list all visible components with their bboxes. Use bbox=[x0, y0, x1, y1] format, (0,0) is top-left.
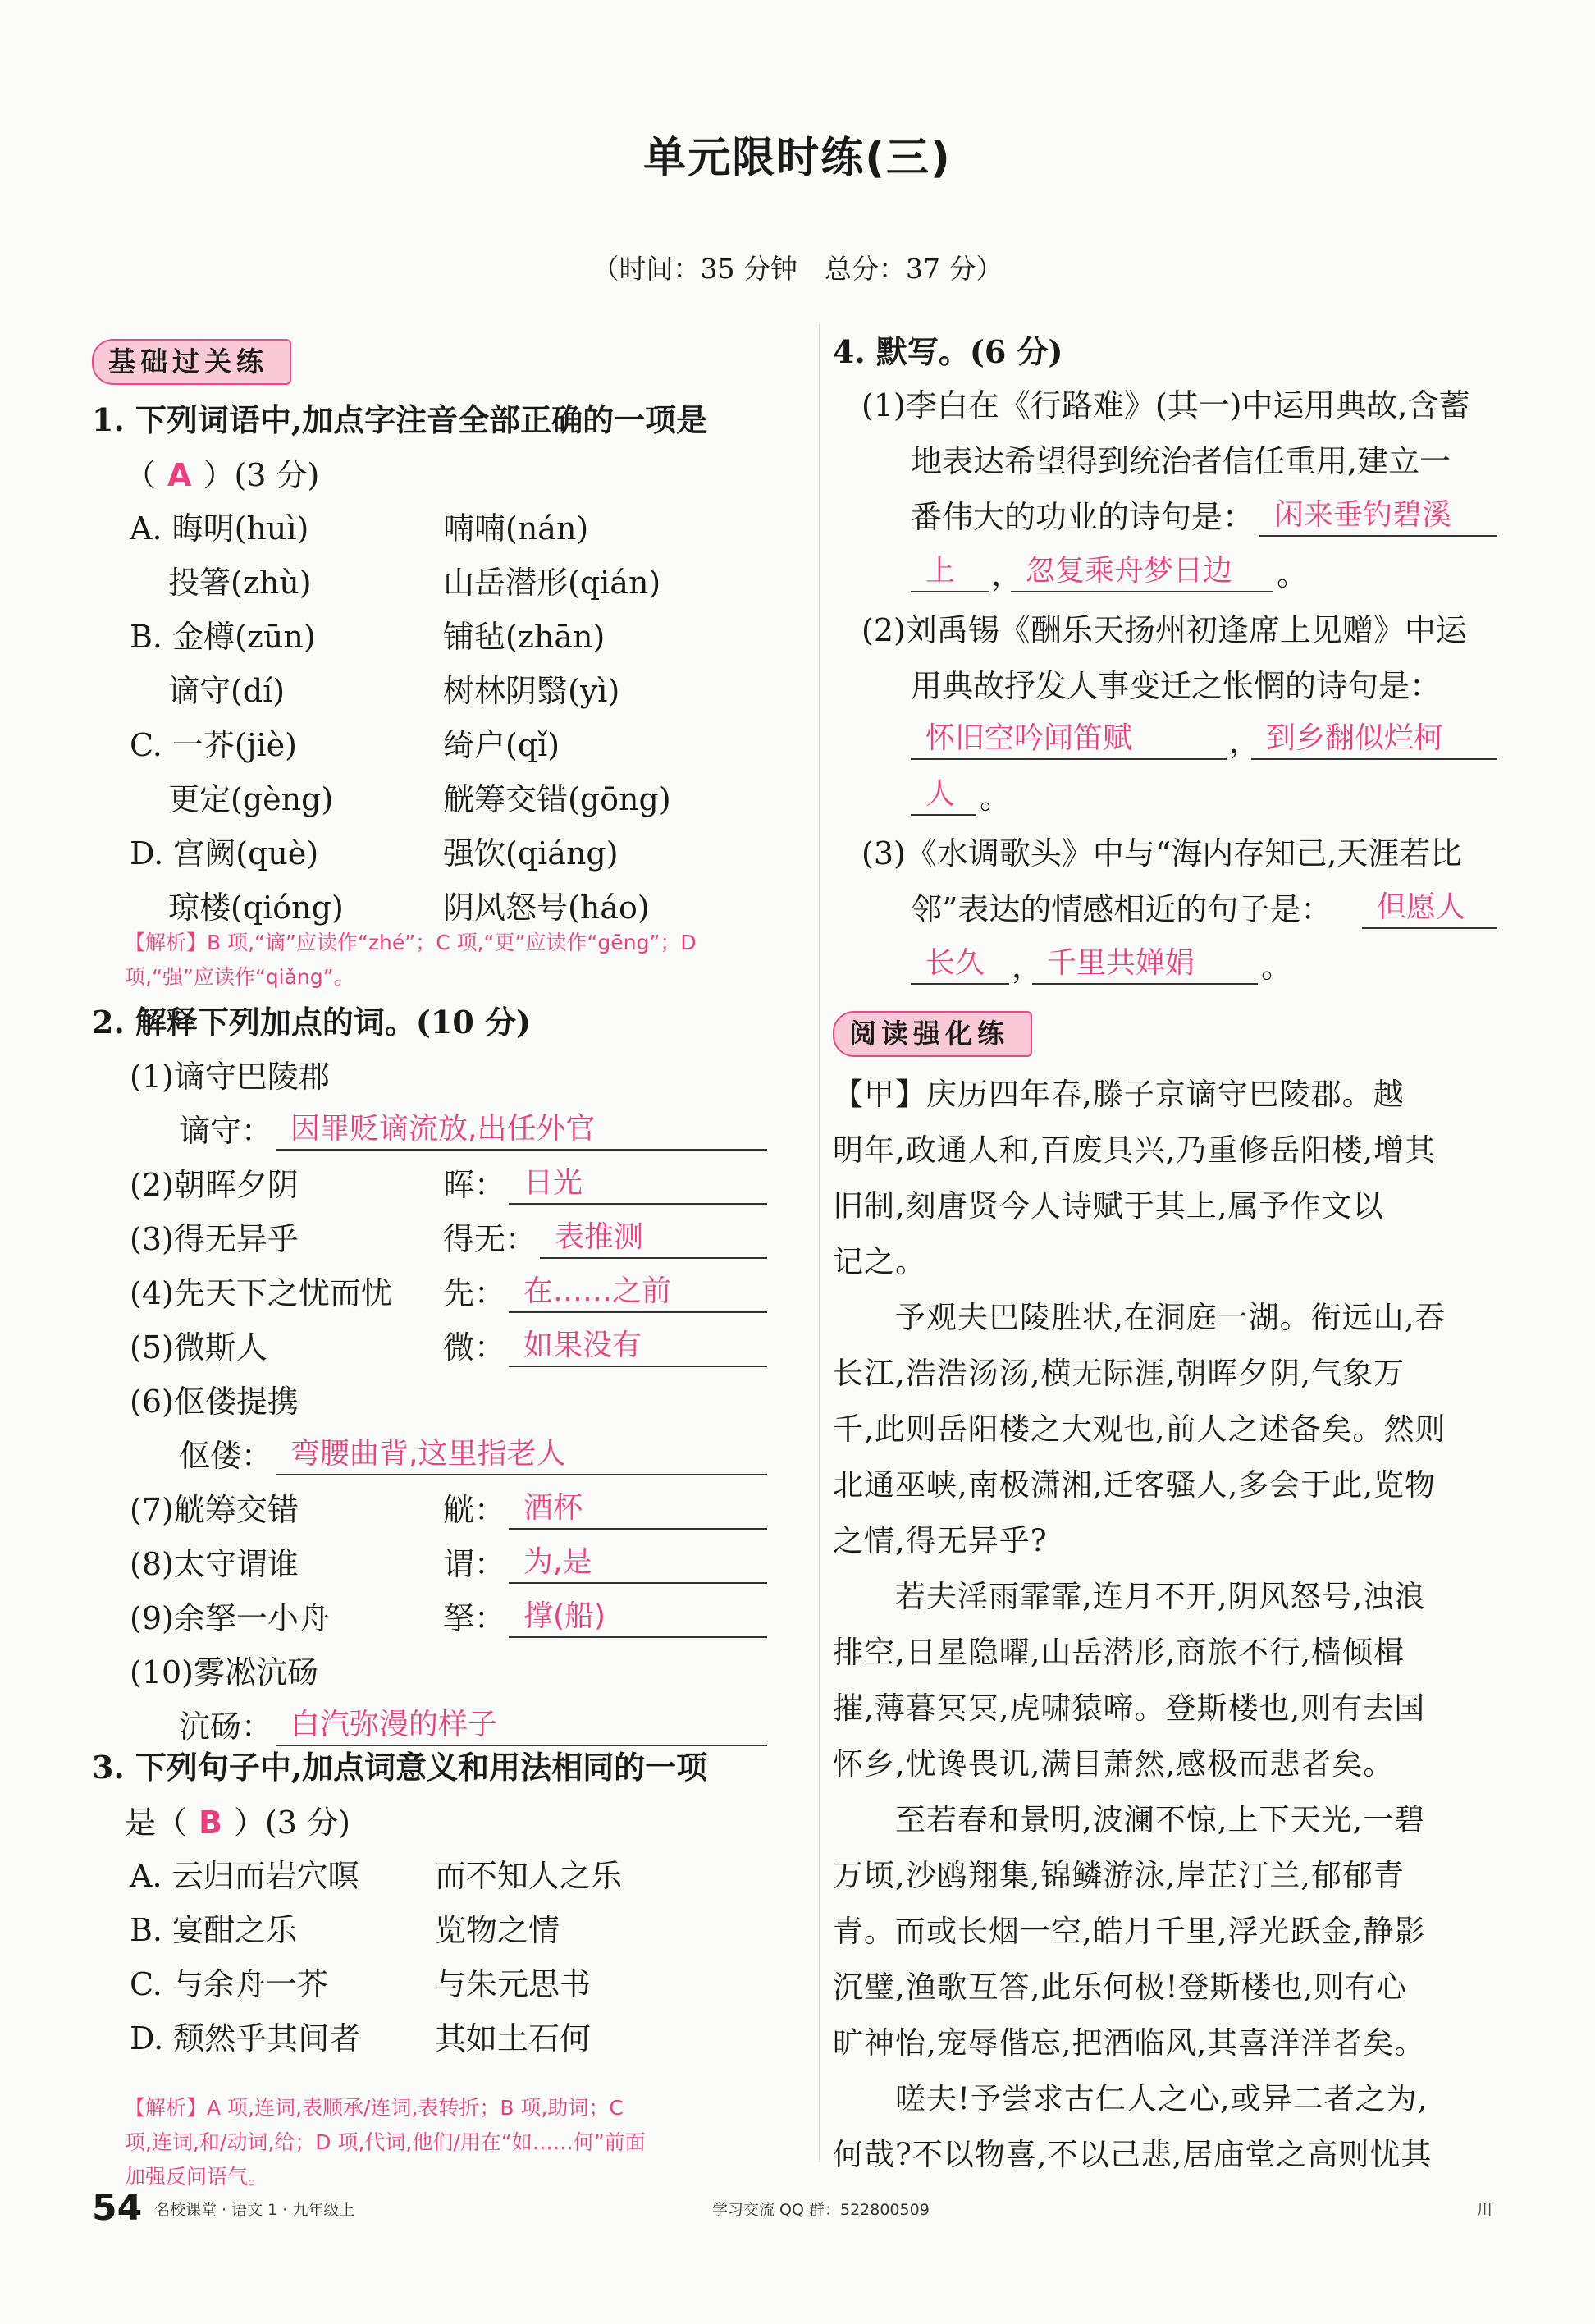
page-title: 单元限时练(三) bbox=[643, 134, 952, 183]
q2-item-label: 微： bbox=[443, 1329, 506, 1366]
q1-analysis-line2: 项,“强”应读作“qiǎng”。 bbox=[125, 965, 354, 989]
q2-item-label: 谓： bbox=[443, 1546, 506, 1582]
q2-item-answer: 日光 bbox=[509, 1167, 767, 1205]
q1-option-left: 更定(gèng) bbox=[168, 781, 334, 817]
q2-item-question: (10)雾凇沆砀 bbox=[130, 1654, 319, 1690]
q2-item-answer: 弯腰曲背,这里指老人 bbox=[276, 1438, 767, 1475]
q2-item-answer: 为,是 bbox=[509, 1546, 767, 1584]
q4-part1-period: 。 bbox=[1277, 556, 1309, 592]
q2-item-answer: 如果没有 bbox=[509, 1329, 767, 1367]
q4-part3-comma: ， bbox=[1012, 949, 1044, 985]
q1-option-left: C. 一芥(jiè) bbox=[130, 727, 297, 763]
reading-line: 记之。 bbox=[833, 1244, 926, 1279]
q2-item-answer: 表推测 bbox=[540, 1221, 767, 1259]
q1-option-left: 谪守(dí) bbox=[168, 673, 286, 709]
q2-item-question: (1)谪守巴陵郡 bbox=[130, 1059, 330, 1095]
q4-part3-answer2: 长久 bbox=[911, 947, 1009, 985]
reading-line: 旷神怡,宠辱偕忘,把酒临风,其喜洋洋者矣。 bbox=[833, 2025, 1426, 2061]
q1-option-right: 山岳潜形(qián) bbox=[443, 565, 661, 601]
q4-part3-line2: 邻”表达的情感相近的句子是： bbox=[911, 891, 1332, 927]
reading-line: 摧,薄暮冥冥,虎啸猿啼。登斯楼也,则有去国 bbox=[833, 1690, 1426, 1726]
q1-option-left: 投箸(zhù) bbox=[168, 565, 312, 601]
q3-option-left: D. 颓然乎其间者 bbox=[130, 2020, 361, 2056]
reading-line: 青。而或长烟一空,皓月千里,浮光跃金,静影 bbox=[833, 1914, 1426, 1949]
q1-option-left: B. 金樽(zūn) bbox=[130, 619, 316, 655]
q4-part3-answer1: 但愿人 bbox=[1362, 891, 1497, 929]
q2-item-label: 沆砀： bbox=[179, 1709, 273, 1745]
q2-stem: 2. 解释下列加点的词。(10 分) bbox=[92, 1004, 531, 1041]
q4-part2-answer1: 怀旧空吟闻笛赋 bbox=[911, 722, 1227, 760]
q1-option-right: 阴风怒号(háo) bbox=[443, 890, 650, 926]
q2-item-label: 得无： bbox=[443, 1221, 537, 1257]
q3-option-right: 其如土石何 bbox=[435, 2020, 592, 2056]
reading-line: 北通巫峡,南极潇湘,迁客骚人,多会于此,览物 bbox=[833, 1467, 1437, 1503]
q2-item-question: (7)觥筹交错 bbox=[130, 1492, 299, 1528]
q4-part1-answer3: 忽复乘舟梦日边 bbox=[1011, 555, 1273, 592]
reading-line: 旧制,刻唐贤今人诗赋于其上,属予作文以 bbox=[833, 1188, 1384, 1224]
q4-part1-answer1: 闲来垂钓碧溪 bbox=[1259, 499, 1497, 537]
q2-item-label: 拏： bbox=[443, 1600, 506, 1636]
q2-item-label: 伛偻： bbox=[179, 1438, 273, 1474]
q1-option-right: 喃喃(nán) bbox=[443, 510, 589, 547]
q2-item-question: (6)伛偻提携 bbox=[130, 1384, 299, 1420]
q3-option-left: A. 云归而岩穴暝 bbox=[130, 1858, 359, 1894]
q2-item-answer: 白汽弥漫的样子 bbox=[276, 1709, 767, 1746]
q4-part2-line1: (2)刘禹锡《酬乐天扬州初逢席上见赠》中运 bbox=[861, 612, 1467, 648]
q1-analysis-line1: 【解析】B 项,“谪”应读作“zhé”；C 项,“更”应读作“gēng”；D bbox=[125, 931, 697, 954]
q2-item-question: (9)余拏一小舟 bbox=[130, 1600, 330, 1636]
reading-line: 万顷,沙鸥翔集,锦鳞游泳,岸芷汀兰,郁郁青 bbox=[833, 1858, 1405, 1893]
reading-line: 若夫淫雨霏霏,连月不开,阴风怒号,浊浪 bbox=[833, 1579, 1426, 1614]
q4-part3-line1: (3)《水调歌头》中与“海内存知己,天涯若比 bbox=[861, 835, 1462, 872]
reading-line: 嗟夫!予尝求古仁人之心,或异二者之为, bbox=[833, 2081, 1428, 2116]
q4-part3-period: 。 bbox=[1261, 949, 1293, 985]
q3-option-right: 览物之情 bbox=[435, 1912, 560, 1948]
q4-part1-answer2: 上 bbox=[911, 555, 989, 592]
reading-line: 排空,日星隐曜,山岳潜形,商旅不行,樯倾楫 bbox=[833, 1635, 1405, 1670]
reading-line: 予观夫巴陵胜状,在洞庭一湖。衔远山,吞 bbox=[833, 1300, 1446, 1335]
q4-part1-line3: 番伟大的功业的诗句是： bbox=[911, 499, 1255, 535]
footer-qq-group: 学习交流 QQ 群：522800509 bbox=[712, 2201, 930, 2219]
reading-line: 长江,浩浩汤汤,横无际涯,朝晖夕阴,气象万 bbox=[833, 1356, 1405, 1391]
q2-item-question: (8)太守谓谁 bbox=[130, 1546, 299, 1582]
q3-answer: B bbox=[199, 1805, 222, 1841]
column-divider bbox=[819, 324, 820, 2162]
q2-item-label: 晖： bbox=[443, 1167, 506, 1203]
q4-part2-answer3: 人 bbox=[911, 778, 976, 816]
q1-option-right: 铺毡(zhān) bbox=[443, 619, 606, 655]
q2-item-question: (4)先天下之忧而忧 bbox=[130, 1275, 392, 1311]
q2-item-answer: 撑(船) bbox=[509, 1600, 767, 1638]
q1-option-right: 绮户(qǐ) bbox=[443, 727, 560, 763]
q1-answer-line: （ A ）(3 分) bbox=[125, 457, 320, 493]
q3-option-left: C. 与余舟一芥 bbox=[130, 1966, 328, 2002]
q4-stem: 4. 默写。(6 分) bbox=[833, 333, 1063, 370]
q3-stem: 3. 下列句子中,加点词意义和用法相同的一项 bbox=[92, 1749, 708, 1786]
q3-analysis-line2: 项,连词,和/动词,给；D 项,代词,他们/用在“如……何”前面 bbox=[125, 2130, 646, 2154]
q4-part1-comma: ， bbox=[991, 556, 1023, 592]
reading-line: 怀乡,忧谗畏讥,满目萧然,感极而悲者矣。 bbox=[833, 1746, 1395, 1782]
footer-region-mark: 川 bbox=[1477, 2201, 1493, 2219]
q3-answer-line: 是（ B ）(3 分) bbox=[125, 1805, 350, 1841]
q3-option-left: B. 宴酣之乐 bbox=[130, 1912, 298, 1948]
section-badge-basic: 基础过关练 bbox=[92, 339, 291, 385]
q4-part3-answer3: 千里共婵娟 bbox=[1032, 947, 1258, 985]
q2-item-answer: 在……之前 bbox=[509, 1275, 767, 1313]
q1-option-right: 觥筹交错(gōng) bbox=[443, 781, 671, 817]
q3-option-right: 与朱元思书 bbox=[435, 1966, 592, 2002]
q2-item-answer: 酒杯 bbox=[509, 1492, 767, 1530]
q1-option-left: A. 晦明(huì) bbox=[130, 510, 309, 547]
reading-line: 何哉?不以物喜,不以己悲,居庙堂之高则忧其 bbox=[833, 2137, 1433, 2172]
q4-part2-answer2: 到乡翻似烂柯 bbox=[1251, 722, 1497, 760]
q1-option-right: 强饮(qiáng) bbox=[443, 835, 619, 872]
reading-line: 之情,得无异乎? bbox=[833, 1523, 1048, 1558]
q1-option-right: 树林阴翳(yì) bbox=[443, 673, 620, 709]
reading-line: 沉璧,渔歌互答,此乐何极!登斯楼也,则有心 bbox=[833, 1969, 1408, 2005]
q2-item-question: (3)得无异乎 bbox=[130, 1221, 299, 1257]
q4-part2-line2: 用典故抒发人事变迁之怅惘的诗句是： bbox=[911, 668, 1442, 704]
q2-item-label: 觥： bbox=[443, 1492, 506, 1528]
reading-line: 【甲】庆历四年春,滕子京谪守巴陵郡。越 bbox=[833, 1077, 1405, 1112]
q1-answer: A bbox=[167, 457, 192, 493]
q2-item-label: 先： bbox=[443, 1275, 506, 1311]
q2-item-label: 谪守： bbox=[179, 1113, 273, 1149]
q2-item-question: (5)微斯人 bbox=[130, 1329, 267, 1366]
reading-line: 明年,政通人和,百废具兴,乃重修岳阳楼,增其 bbox=[833, 1132, 1437, 1168]
q1-stem: 1. 下列词语中,加点字注音全部正确的一项是 bbox=[92, 401, 708, 438]
q1-option-left: D. 宫阙(què) bbox=[130, 835, 319, 872]
q4-part1-line2: 地表达希望得到统治者信任重用,建立一 bbox=[911, 443, 1451, 479]
q4-part2-comma: ， bbox=[1229, 724, 1261, 760]
section-badge-reading: 阅读强化练 bbox=[833, 1011, 1032, 1057]
reading-line: 至若春和景明,波澜不惊,上下天光,一碧 bbox=[833, 1802, 1426, 1837]
q3-analysis-line1: 【解析】A 项,连词,表顺承/连词,表转折；B 项,助词；C bbox=[125, 2096, 624, 2120]
q1-option-left: 琼楼(qióng) bbox=[168, 890, 344, 926]
q3-analysis-line3: 加强反问语气。 bbox=[125, 2165, 269, 2189]
q2-item-answer: 因罪贬谪流放,出任外官 bbox=[276, 1113, 767, 1151]
page-number: 54 bbox=[92, 2187, 143, 2229]
footer-book-title: 名校课堂 · 语文 1 · 九年级上 bbox=[154, 2201, 355, 2219]
q4-part2-period: 。 bbox=[980, 780, 1012, 816]
time-score-info: （时间：35 分钟 总分：37 分） bbox=[592, 253, 1003, 285]
reading-line: 千,此则岳阳楼之大观也,前人之述备矣。然则 bbox=[833, 1411, 1446, 1447]
q4-part1-line1: (1)李白在《行路难》(其一)中运用典故,含蓄 bbox=[861, 387, 1470, 423]
q3-option-right: 而不知人之乐 bbox=[435, 1858, 623, 1894]
q2-item-question: (2)朝晖夕阴 bbox=[130, 1167, 299, 1203]
